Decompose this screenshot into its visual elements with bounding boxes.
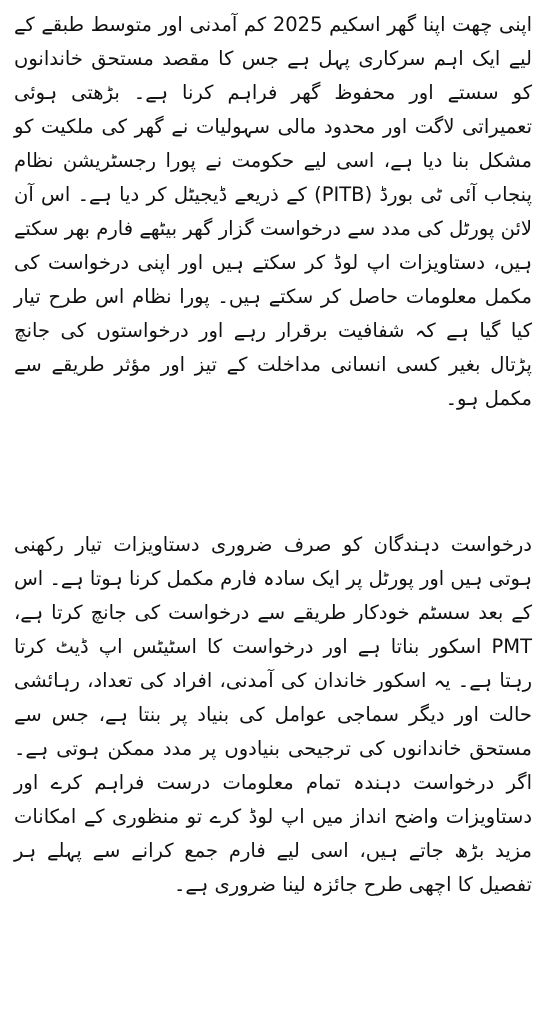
- paragraph-spacer: [14, 478, 532, 528]
- article-paragraph-1: اپنی چھت اپنا گھر اسکیم 2025 کم آمدنی اور متوسط طبقے کے لیے ایک اہم سرکاری پہل ہے جس کا مقصد مستحق خاندانوں کو سستے اور محفوظ گھر فراہم کرنا ہے۔ بڑھتی ہوئی تعمیراتی لاگت اور محدود مالی سہولیات نے گھر کی ملکیت کو مشکل بنا دیا ہے، اسی لیے حکومت نے پورا رجسٹریشن نظام پنجاب آئی ٹی بورڈ (PITB) کے ذریعے ڈیجیٹل کر دیا ہے۔ اس آن لائن پورٹل کی مدد سے درخواست گزار گھر بیٹھے فارم بھر سکتے ہیں، دستاویزات اپ لوڈ کر سکتے ہیں اور اپنی درخواست کی مکمل معلومات حاصل کر سکتے ہیں۔ پورا نظام اس طرح تیار کیا گیا ہے کہ شفافیت برقرار رہے اور درخواستوں کی جانچ پڑتال بغیر کسی انسانی مداخلت کے تیز اور مؤثر طریقے سے مکمل ہو۔: [14, 13, 532, 410]
- article-paragraph-2: درخواست دہندگان کو صرف ضروری دستاویزات تیار رکھنی ہوتی ہیں اور پورٹل پر ایک سادہ فارم مکمل کرنا ہوتا ہے۔ اس کے بعد سسٹم خودکار طریقے سے درخواست کی جانچ کرتا ہے، PMT اسکور بناتا ہے اور درخواست کا اسٹیٹس اپ ڈیٹ کرتا رہتا ہے۔ یہ اسکور خاندان کی آمدنی، افراد کی تعداد، رہائشی حالت اور دیگر سماجی عوامل کی بنیاد پر بنتا ہے، جس سے مستحق خاندانوں کی ترجیحی بنیادوں پر مدد ممکن ہوتی ہے۔ اگر درخواست دہندہ تمام معلومات درست فراہم کرے اور دستاویزات واضح انداز میں اپ لوڈ کرے تو منظوری کے امکانات مزید بڑھ جاتے ہیں، اسی لیے فارم جمع کرانے سے پہلے ہر تفصیل کا اچھی طرح جائزہ لینا ضروری ہے۔: [14, 533, 532, 896]
